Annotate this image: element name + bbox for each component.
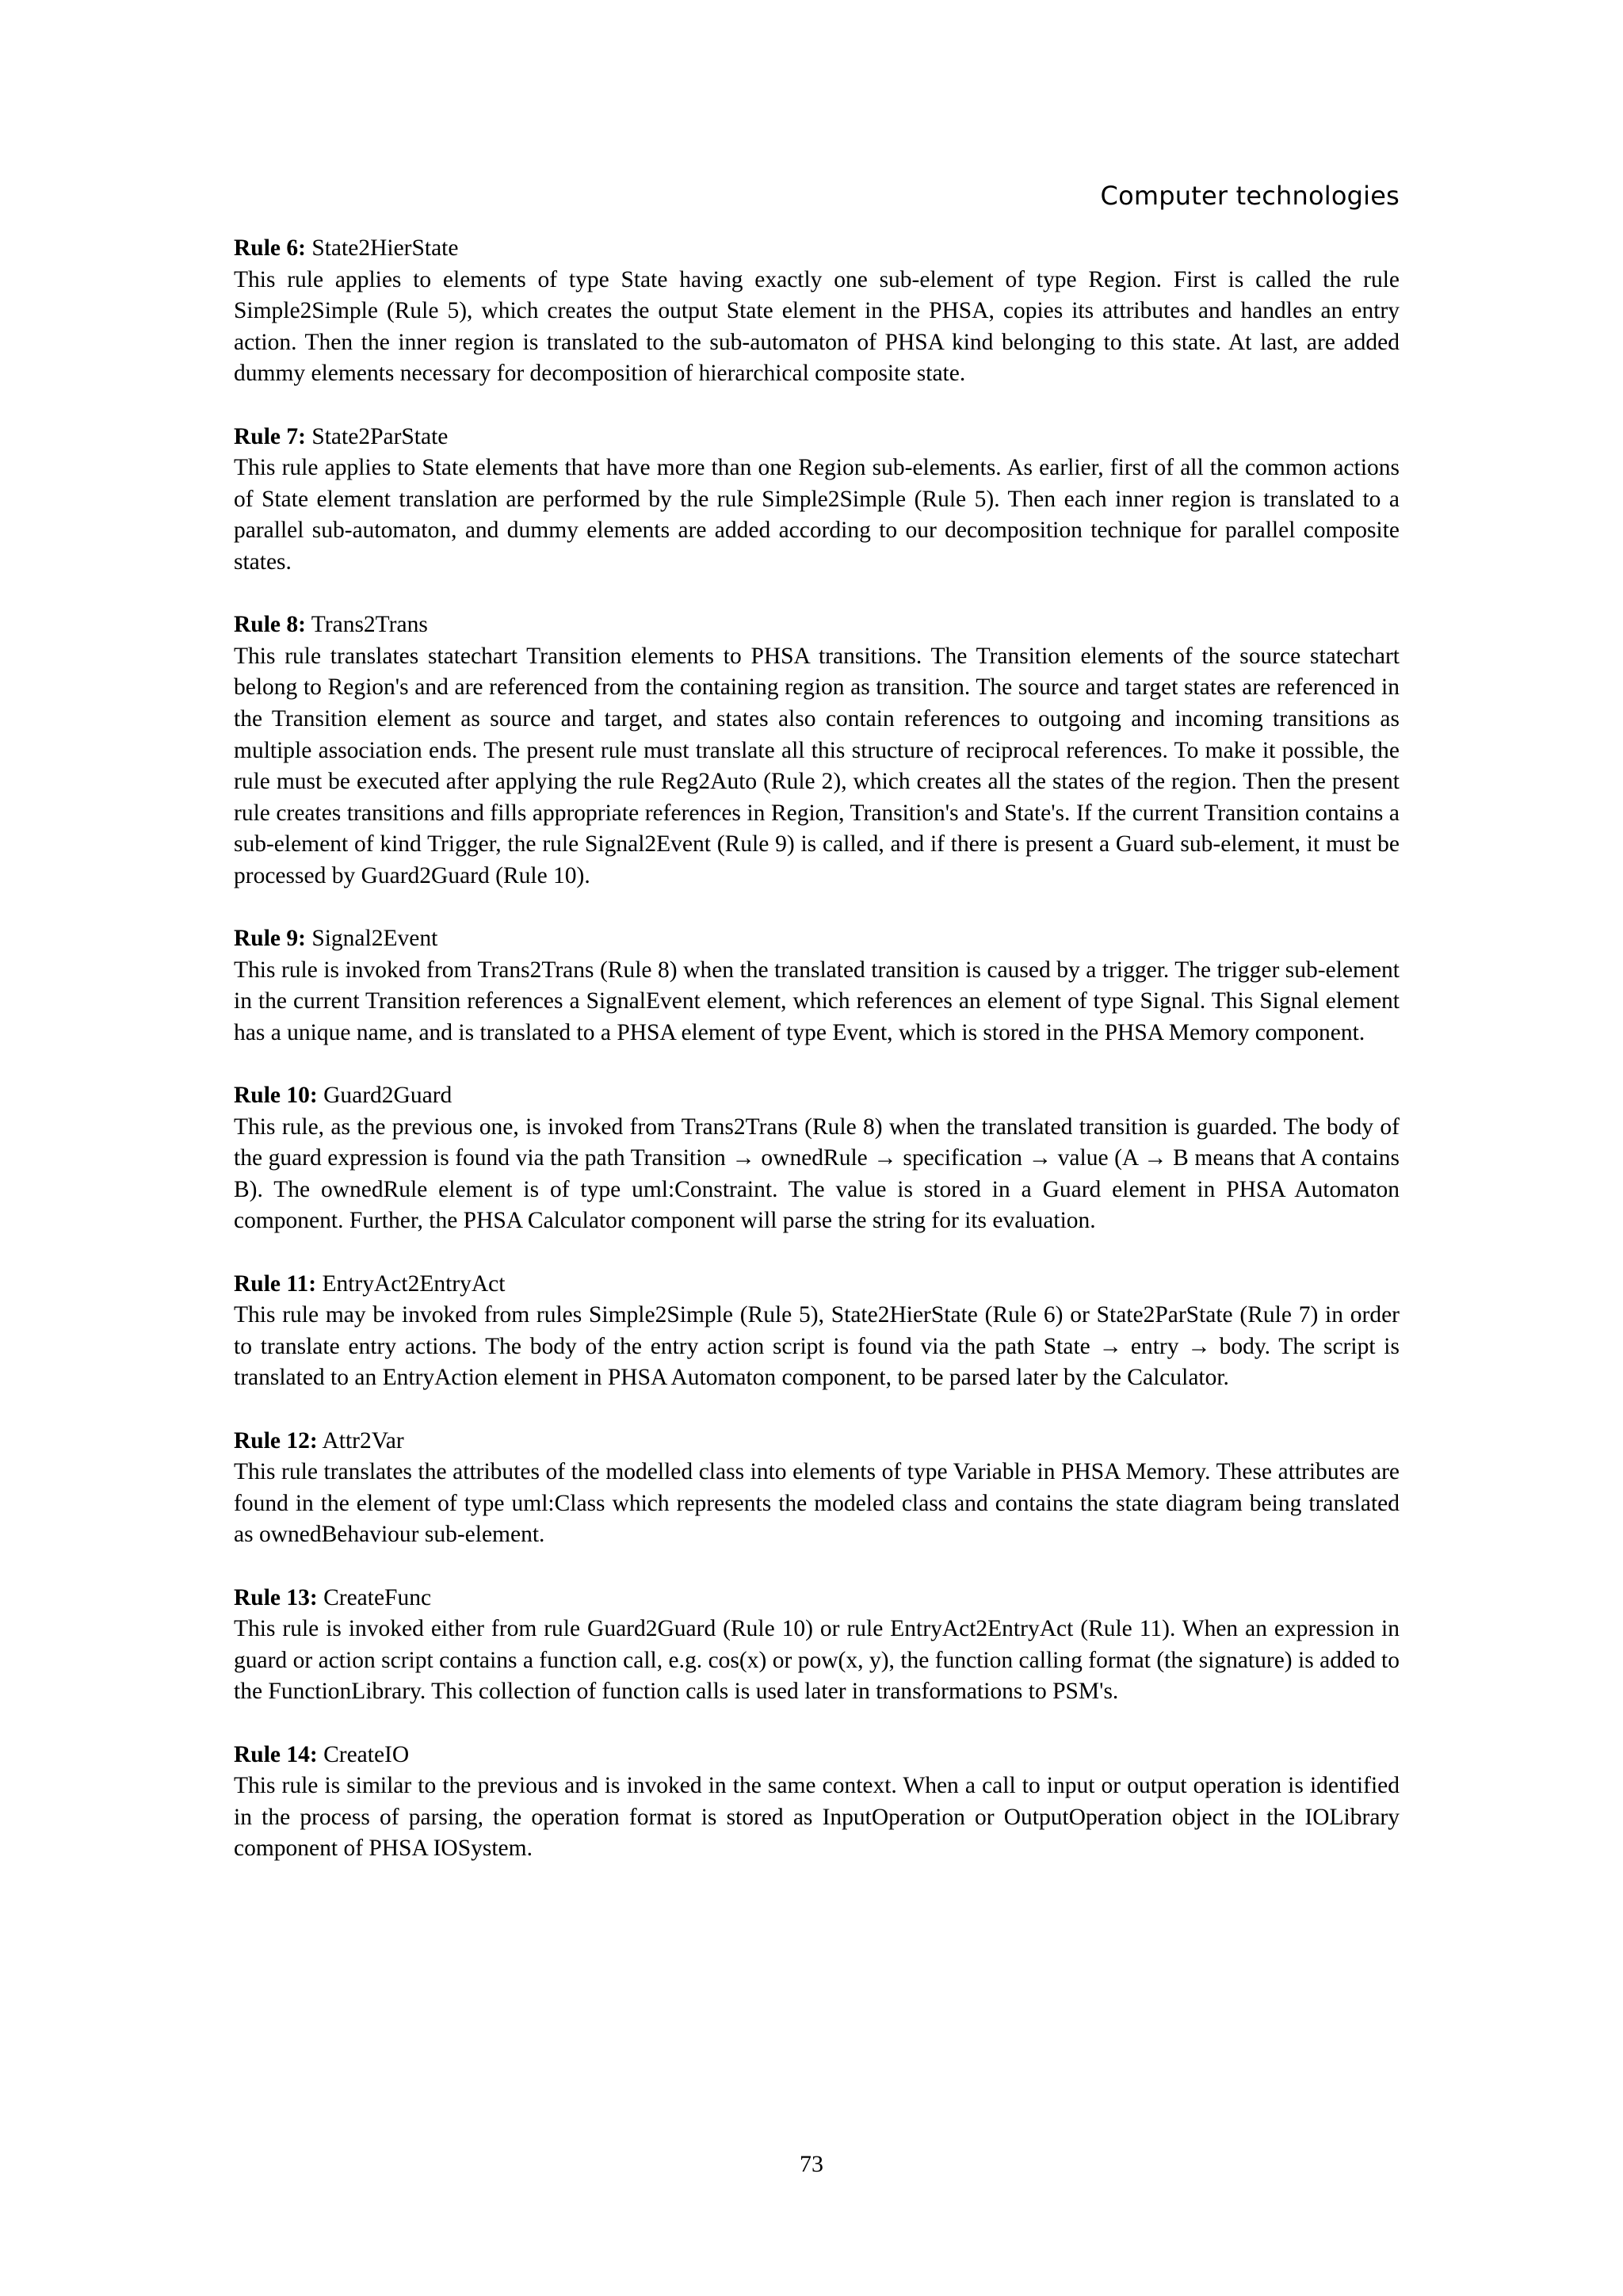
rule-section-9 bbox=[234, 923, 1400, 1049]
rule-label: Rule 13: bbox=[234, 1584, 318, 1610]
rule-name: State2HierState bbox=[311, 235, 459, 261]
rule-heading bbox=[234, 233, 1400, 265]
rule-description: This rule translates the attributes of the modelled class into elements of type Variable in PHSA Memory. These attributes are found in the element of type uml:Class which represents the modeled class and contains the state diagram being translated as ownedBehaviour sub-element. bbox=[234, 1459, 1400, 1548]
running-header: Computer technologies bbox=[1100, 181, 1400, 211]
rule-name: Signal2Event bbox=[311, 926, 438, 952]
rule-name: State2ParState bbox=[311, 423, 449, 449]
rule-section-14 bbox=[234, 1740, 1400, 1865]
rule-section-12 bbox=[234, 1426, 1400, 1551]
rule-section-13 bbox=[234, 1583, 1400, 1708]
rule-label: Rule 9: bbox=[234, 926, 306, 952]
rule-name: Trans2Trans bbox=[311, 612, 428, 638]
rule-heading bbox=[234, 1080, 1400, 1112]
rule-heading bbox=[234, 1426, 1400, 1457]
rule-label: Rule 7: bbox=[234, 423, 306, 449]
page-number: 73 bbox=[800, 2151, 823, 2177]
rule-label: Rule 6: bbox=[234, 235, 306, 261]
rule-label: Rule 10: bbox=[234, 1083, 318, 1109]
rule-label: Rule 12: bbox=[234, 1427, 318, 1454]
page-content bbox=[234, 233, 1400, 1896]
rule-heading bbox=[234, 422, 1400, 453]
rule-heading bbox=[234, 1740, 1400, 1771]
rule-description: This rule is similar to the previous and is invoked in the same context. When a call to input or output operation is identified in the process of parsing, the operation format is stored as InputOperation or OutputOperation object in the IOLibrary component of PHSA IOSystem. bbox=[234, 1773, 1400, 1862]
rule-description: This rule is invoked from Trans2Trans (Rule 8) when the translated transition is caused by a trigger. The trigger sub-element in the current Transition references a SignalEvent element, which references an element of type Signal. This Signal element has a unique name, and is translated to a PHSA element of type Event, which is stored in the PHSA Memory component. bbox=[234, 957, 1400, 1045]
rule-description: This rule applies to elements of type State having exactly one sub-element of type Region. First is called the rule Simple2Simple (Rule 5), which creates the output State element in the PHSA, copies its attributes and handles an entry action. Then the inner region is translated to the sub-automaton of PHSA kind belonging to this state. At last, are added dummy elements necessary for decomposition of hierarchical composite state. bbox=[234, 266, 1400, 387]
rule-description: This rule is invoked either from rule Guard2Guard (Rule 10) or rule EntryAct2EntryAct (Rule 11). When an expression in guard or action script contains a function call, e.g. cos(x) or pow(x, y), the function calling format (the signature) is added to the FunctionLibrary. This collection of function calls is used later in transformations to PSM's. bbox=[234, 1616, 1400, 1705]
rule-description: This rule applies to State elements that have more than one Region sub-elements. As earlier, first of all the common actions of State element translation are performed by the rule Simple2Simple (Rule 5). Then each inner region is translated to a parallel sub-automaton, and dummy elements are added according to our decomposition technique for parallel composite states. bbox=[234, 455, 1400, 575]
rule-name: CreateFunc bbox=[323, 1584, 432, 1610]
rule-label: Rule 8: bbox=[234, 612, 306, 638]
rule-description: This rule may be invoked from rules Simple2Simple (Rule 5), State2HierState (Rule 6) or State2ParState (Rule 7) in order to translate entry actions. The body of the entry action script is found via the path State → entry → body. The script is translated to an EntryAction element in PHSA Automaton component, to be parsed later by the Calculator. bbox=[234, 1302, 1400, 1391]
rule-section-10 bbox=[234, 1080, 1400, 1237]
rule-name: Guard2Guard bbox=[323, 1083, 453, 1109]
rule-heading bbox=[234, 1583, 1400, 1614]
rule-section-8 bbox=[234, 609, 1400, 892]
rule-label: Rule 11: bbox=[234, 1270, 317, 1297]
rule-section-7 bbox=[234, 422, 1400, 579]
rule-name: EntryAct2EntryAct bbox=[322, 1270, 506, 1297]
rule-label: Rule 14: bbox=[234, 1741, 318, 1767]
rule-heading bbox=[234, 923, 1400, 955]
rule-description: This rule, as the previous one, is invoked from Trans2Trans (Rule 8) when the translated transition is guarded. The body of the guard expression is found via the path Transition → ownedRule → specification → value (A → B means that A contains B). The ownedRule element is of type uml:Constraint. The value is stored in a Guard element in PHSA Automaton component. Further, the PHSA Calculator component will parse the string for its evaluation. bbox=[234, 1114, 1400, 1234]
rule-section-6 bbox=[234, 233, 1400, 390]
rule-heading bbox=[234, 1269, 1400, 1301]
rule-section-11 bbox=[234, 1269, 1400, 1394]
rule-name: Attr2Var bbox=[322, 1427, 404, 1454]
rule-name: CreateIO bbox=[323, 1741, 410, 1767]
rule-heading bbox=[234, 609, 1400, 641]
rule-description: This rule translates statechart Transition elements to PHSA transitions. The Transition elements of the source statechart belong to Region's and are referenced from the containing region as transition. The source and target states are referenced in the Transition element as source and target, and states also contain references to outgoing and incoming transitions as multiple association ends. The present rule must translate all this structure of reciprocal references. To make it possible, the rule must be executed after applying the rule Reg2Auto (Rule 2), which creates all the states of the region. Then the present rule creates transitions and fills appropriate references in Region, Transition's and State's. If the current Transition contains a sub-element of kind Trigger, the rule Signal2Event (Rule 9) is called, and if there is present a Guard sub-element, it must be processed by Guard2Guard (Rule 10). bbox=[234, 643, 1400, 888]
